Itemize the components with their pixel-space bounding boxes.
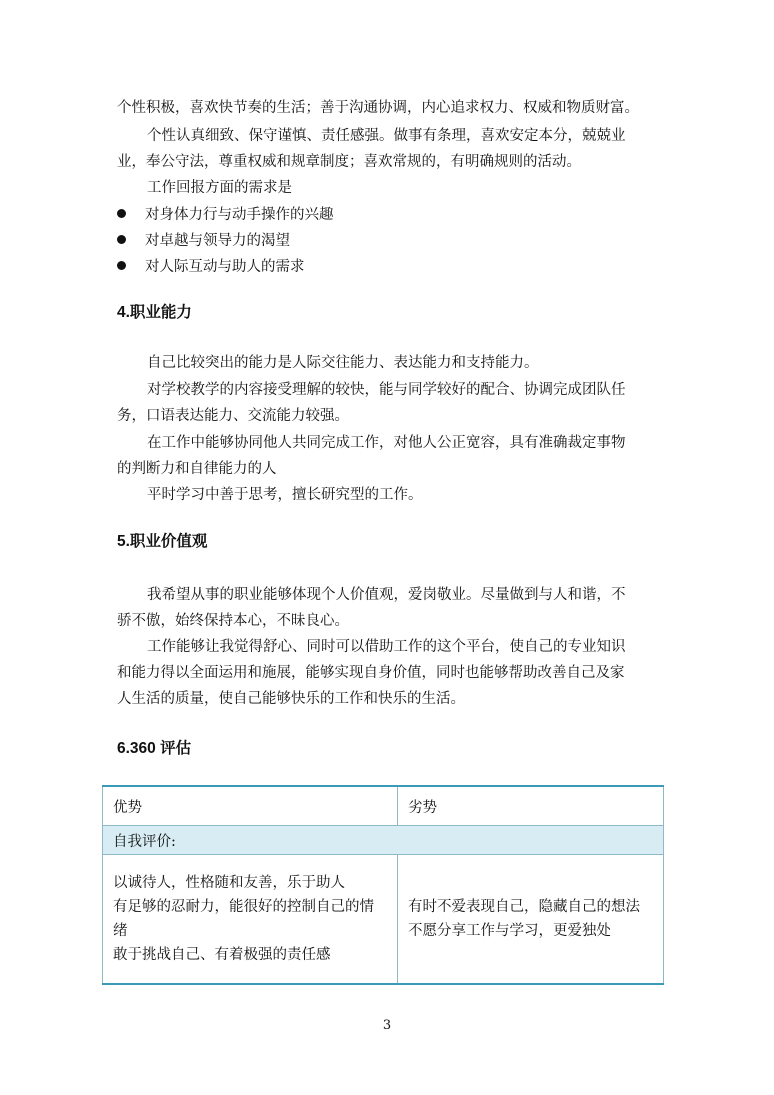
paragraph-line: 和能力得以全面运用和施展，能够实现自身价值，同时也能够帮助改善自己及家 [117,665,625,681]
weaknesses-cell [398,855,664,985]
weakness-line: 有时不爱表现自己，隐藏自己的想法 [408,899,640,915]
strength-line: 以诚待人，性格随和友善，乐于助人 [113,875,345,891]
weakness-column-header: 劣势 [398,786,664,826]
paragraph-line: 骄不傲，始终保持本心，不昧良心。 [117,613,349,629]
table-section-row [103,826,664,855]
paragraph-line: 务，口语表达能力、交流能力较强。 [117,408,349,424]
bullet-item [117,231,290,251]
paragraph-line: 平时学习中善于思考，擅长研究型的工作。 [147,487,423,503]
bullet-icon [117,209,126,218]
paragraph-line: 自己比较突出的能力是人际交往能力、表达能力和支持能力。 [147,355,539,371]
paragraph-line: 对学校教学的内容接受理解的较快，能与同学较好的配合、协调完成团队任 [147,382,626,398]
section-heading: 4.职业能力 [117,304,192,321]
bullet-text: 对卓越与领导力的渴望 [145,233,290,249]
weakness-line: 不愿分享工作与学习，更爱独处 [408,923,611,939]
paragraph-line: 在工作中能够协同他人共同完成工作，对他人公正宽容，具有准确裁定事物 [147,435,626,451]
intro-line: 个性积极，喜欢快节奏的生活；善于沟通协调，内心追求权力、权威和物质财富。 [117,100,639,116]
paragraph-line: 我希望从事的职业能够体现个人价值观，爱岗敬业。尽量做到与人和谐，不 [147,587,626,603]
section-heading: 5.职业价值观 [117,533,208,550]
table-row [103,855,664,985]
intro-line: 业，奉公守法，尊重权威和规章制度；喜欢常规的，有明确规则的活动。 [117,154,581,170]
bullet-item [117,205,334,225]
intro-line: 工作回报方面的需求是 [147,180,292,196]
evaluation-table [102,785,664,985]
table-header-row [103,786,664,826]
strength-line: 敢于挑战自己、有着极强的责任感 [113,947,331,963]
bullet-item [117,257,305,277]
strength-line: 有足够的忍耐力，能很好的控制自己的情 [113,899,374,915]
strengths-cell [103,855,398,985]
bullet-text: 对身体力行与动手操作的兴趣 [145,207,334,223]
intro-line: 个性认真细致、保守谨慎、责任感强。做事有条理，喜欢安定本分，兢兢业 [147,128,626,144]
self-eval-label: 自我评价: [103,826,664,855]
strength-line: 绪 [113,923,128,939]
bullet-text: 对人际互动与助人的需求 [145,259,305,275]
paragraph-line: 的判断力和自律能力的人 [117,461,277,477]
section-heading: 6.360 评估 [117,740,192,757]
paragraph-line: 人生活的质量，使自己能够快乐的工作和快乐的生活。 [117,691,465,707]
bullet-icon [117,235,126,244]
strength-column-header: 优势 [103,786,398,826]
bullet-icon [117,261,126,270]
page-number: 3 [382,1018,392,1033]
paragraph-line: 工作能够让我觉得舒心、同时可以借助工作的这个平台，使自己的专业知识 [147,639,626,655]
